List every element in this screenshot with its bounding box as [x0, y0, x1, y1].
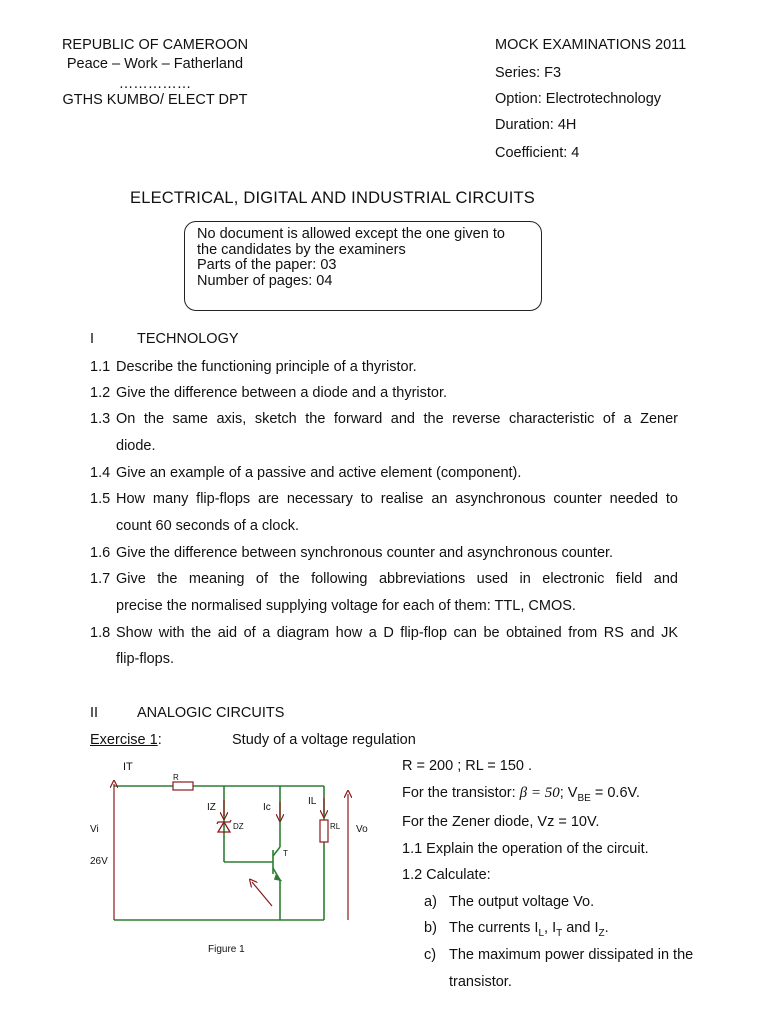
transistor-mid: ; V [559, 785, 578, 801]
question-1-4 [90, 465, 678, 481]
label-t: T [283, 849, 288, 858]
label-iz: IZ [207, 802, 216, 813]
section-heading: ANALOGIC CIRCUITS [137, 705, 285, 721]
question-2-1-2: 1.2 Calculate: [402, 867, 491, 883]
subquestion-text: and I [562, 920, 599, 936]
section-numeral: II [90, 705, 99, 721]
question-text: Give the meaning of the following abbreviations used in electronic field and [116, 571, 678, 587]
question-text: Give the difference between a diode and a thyristor. [116, 385, 448, 401]
exercise-label [90, 732, 162, 748]
question-2-1-1: 1.1 Explain the operation of the circuit. [402, 841, 649, 857]
question-1-8 [90, 625, 678, 641]
resistor-values: R = 200 ; RL = 150 . [402, 758, 533, 774]
exam-coefficient: Coefficient: 4 [495, 145, 580, 161]
subquestion-letter: c) [424, 947, 437, 963]
resistor-rl [320, 820, 328, 842]
exercise-colon: : [157, 732, 162, 748]
question-text: On the same axis, sketch the forward and the reverse characteristic of a Zener [116, 411, 678, 427]
question-number: 1.4 [90, 465, 111, 481]
question-text: How many flip-flops are necessary to realise an asynchronous counter needed to [116, 491, 678, 507]
zener-params: For the Zener diode, Vz = 10V. [402, 814, 600, 830]
question-number: 1.1 [90, 359, 111, 375]
question-1-6 [90, 545, 678, 561]
circuit-wires [114, 786, 324, 920]
question-text: Describe the functioning principle of a thyristor. [116, 359, 417, 375]
current-subscript: L [538, 927, 545, 939]
question-continuation: flip-flops. [116, 651, 175, 667]
question-text: Show with the aid of a diagram how a D flip-flop can be obtained from RS and JK [116, 625, 678, 641]
question-1-5 [90, 491, 678, 507]
label-ic: Ic [263, 802, 271, 813]
label-26v: 26V [90, 856, 108, 867]
exercise-label-text: Exercise 1 [90, 732, 158, 748]
label-vo: Vo [356, 824, 368, 835]
exam-duration: Duration: 4H [495, 117, 577, 133]
question-1-7 [90, 571, 678, 587]
subquestion-c [424, 947, 693, 963]
exam-option: Option: Electrotechnology [495, 91, 662, 107]
label-it: IT [123, 761, 133, 773]
question-number: 1.7 [90, 571, 111, 587]
section-numeral: I [90, 331, 95, 347]
notice-line: Number of pages: 04 [197, 272, 333, 289]
notice-box [184, 221, 542, 311]
subquestion-text: The maximum power dissipated in the [449, 947, 694, 963]
subquestion-a [424, 894, 594, 910]
transistor-t [273, 847, 280, 880]
exam-series: Series: F3 [495, 65, 562, 81]
header-separator: …………… [118, 76, 192, 92]
vbe-subscript: BE [577, 792, 591, 804]
label-dz: DZ [233, 822, 244, 831]
current-subscript: T [556, 927, 563, 939]
resistor-r [173, 782, 193, 790]
question-continuation: diode. [116, 438, 156, 454]
question-text: Give an example of a passive and active element (component). [116, 465, 522, 481]
question-1-2 [90, 385, 678, 401]
question-text: Give the difference between synchronous counter and asynchronous counter. [116, 545, 614, 561]
question-number: 1.6 [90, 545, 111, 561]
question-number: 1.8 [90, 625, 111, 641]
subquestion-b [424, 920, 609, 939]
voltage-regulator-circuit [80, 752, 380, 967]
exercise-title: Study of a voltage regulation [232, 732, 416, 748]
transistor-prefix: For the transistor: [402, 785, 520, 801]
school-department: GTHS KUMBO/ ELECT DPT [62, 92, 248, 108]
current-subscript: Z [598, 927, 605, 939]
question-continuation: precise the normalised supplying voltage for each of them: TTL, CMOS. [116, 598, 576, 614]
notice-line: Parts of the paper: 03 [197, 257, 337, 273]
national-motto: Peace – Work – Fatherland [66, 56, 244, 72]
notice-line: No document is allowed except the one given to [197, 226, 505, 242]
subquestion-text: , I [544, 920, 557, 936]
transistor-params [402, 785, 640, 804]
notice-line: the candidates by the examiners [197, 241, 406, 258]
subquestion-text: The currents I [449, 920, 539, 936]
transistor-suffix: = 0.6V. [590, 785, 640, 801]
label-il: IL [308, 796, 317, 807]
section-heading: TECHNOLOGY [137, 331, 239, 347]
label-r: R [173, 773, 179, 782]
subquestion-letter: b) [424, 920, 437, 936]
question-1-1 [90, 359, 678, 375]
subquestion-text: . [604, 920, 609, 936]
exam-name: MOCK EXAMINATIONS 2011 [495, 37, 687, 53]
subquestion-text: The output voltage Vo. [449, 894, 595, 910]
question-continuation: count 60 seconds of a clock. [116, 518, 299, 534]
question-number: 1.2 [90, 385, 111, 401]
question-number: 1.3 [90, 411, 111, 427]
beta-value: β = 50 [519, 785, 560, 801]
label-vi: Vi [90, 824, 99, 835]
label-rl: RL [330, 822, 341, 831]
subquestion-continuation: transistor. [449, 974, 512, 990]
question-number: 1.5 [90, 491, 111, 507]
republic-name: REPUBLIC OF CAMEROON [61, 37, 249, 53]
paper-title: ELECTRICAL, DIGITAL AND INDUSTRIAL CIRCUITS [130, 189, 535, 207]
figure-caption: Figure 1 [208, 944, 245, 955]
subquestion-letter: a) [424, 894, 437, 910]
question-1-3 [90, 411, 678, 427]
